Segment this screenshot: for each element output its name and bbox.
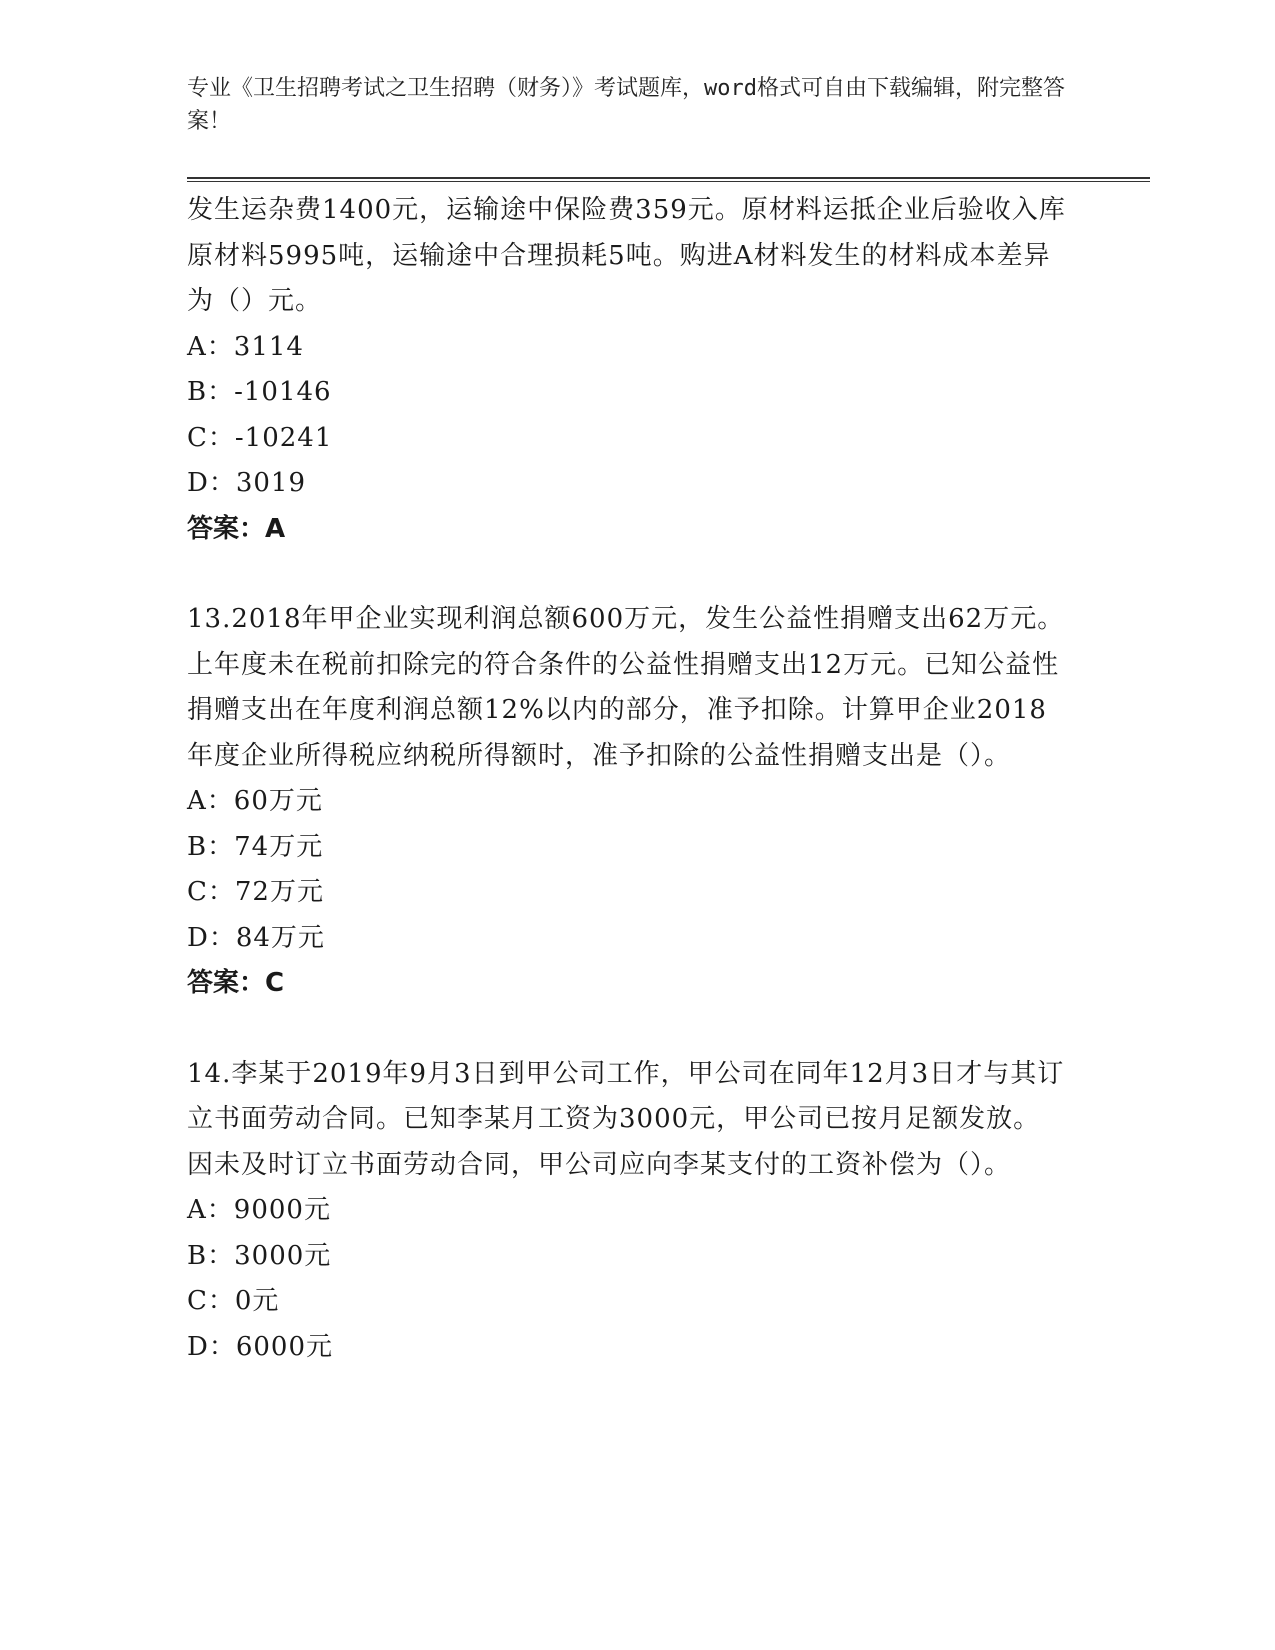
question-text: 13.2018年甲企业实现利润总额600万元，发生公益性捐赠支出62万元。上年度未在税前扣除完的符合条件的公益性捐赠支出12万元。已知公益性捐赠支出在年度利润总额12%以内的部分，准予扣除。计算甲企业2018年度企业所得税应纳税所得额时，准予扣除的公益性捐赠支出是（）。	[187, 604, 1065, 771]
option-a: A：9000元	[187, 1195, 331, 1225]
option-d: D：6000元	[187, 1331, 334, 1362]
document-body	[187, 188, 1067, 1370]
option-d: D：3019	[187, 468, 307, 498]
option-c: C：-10241	[187, 422, 333, 453]
option-b: B：3000元	[187, 1240, 332, 1271]
document-header: 专业《卫生招聘考试之卫生招聘（财务）》考试题库，word格式可自由下载编辑，附完整答案！	[187, 76, 1065, 134]
option-c: C：0元	[187, 1286, 280, 1316]
question-12-continuation	[187, 188, 1067, 552]
option-b: B：74万元	[187, 831, 324, 862]
question-13	[187, 597, 1067, 1007]
answer-line: 答案：C	[187, 968, 285, 998]
option-c: C：72万元	[187, 877, 324, 907]
option-a: A：60万元	[187, 786, 323, 816]
question-text: 发生运杂费1400元，运输途中保险费359元。原材料运抵企业后验收入库原材料5995吨，运输途中合理损耗5吨。购进A材料发生的材料成本差异为（）元。	[187, 195, 1066, 316]
question-text: 14.李某于2019年9月3日到甲公司工作，甲公司在同年12月3日才与其订立书面劳动合同。已知李某月工资为3000元，甲公司已按月足额发放。因未及时订立书面劳动合同，甲公司应向李某支付的工资补偿为（）。	[187, 1058, 1065, 1180]
option-a: A：3114	[187, 331, 304, 362]
question-14	[187, 1052, 1067, 1371]
option-d: D：84万元	[187, 922, 325, 953]
option-b: B：-10146	[187, 377, 332, 407]
answer-line: 答案：A	[187, 513, 286, 544]
header-divider	[187, 177, 1150, 182]
